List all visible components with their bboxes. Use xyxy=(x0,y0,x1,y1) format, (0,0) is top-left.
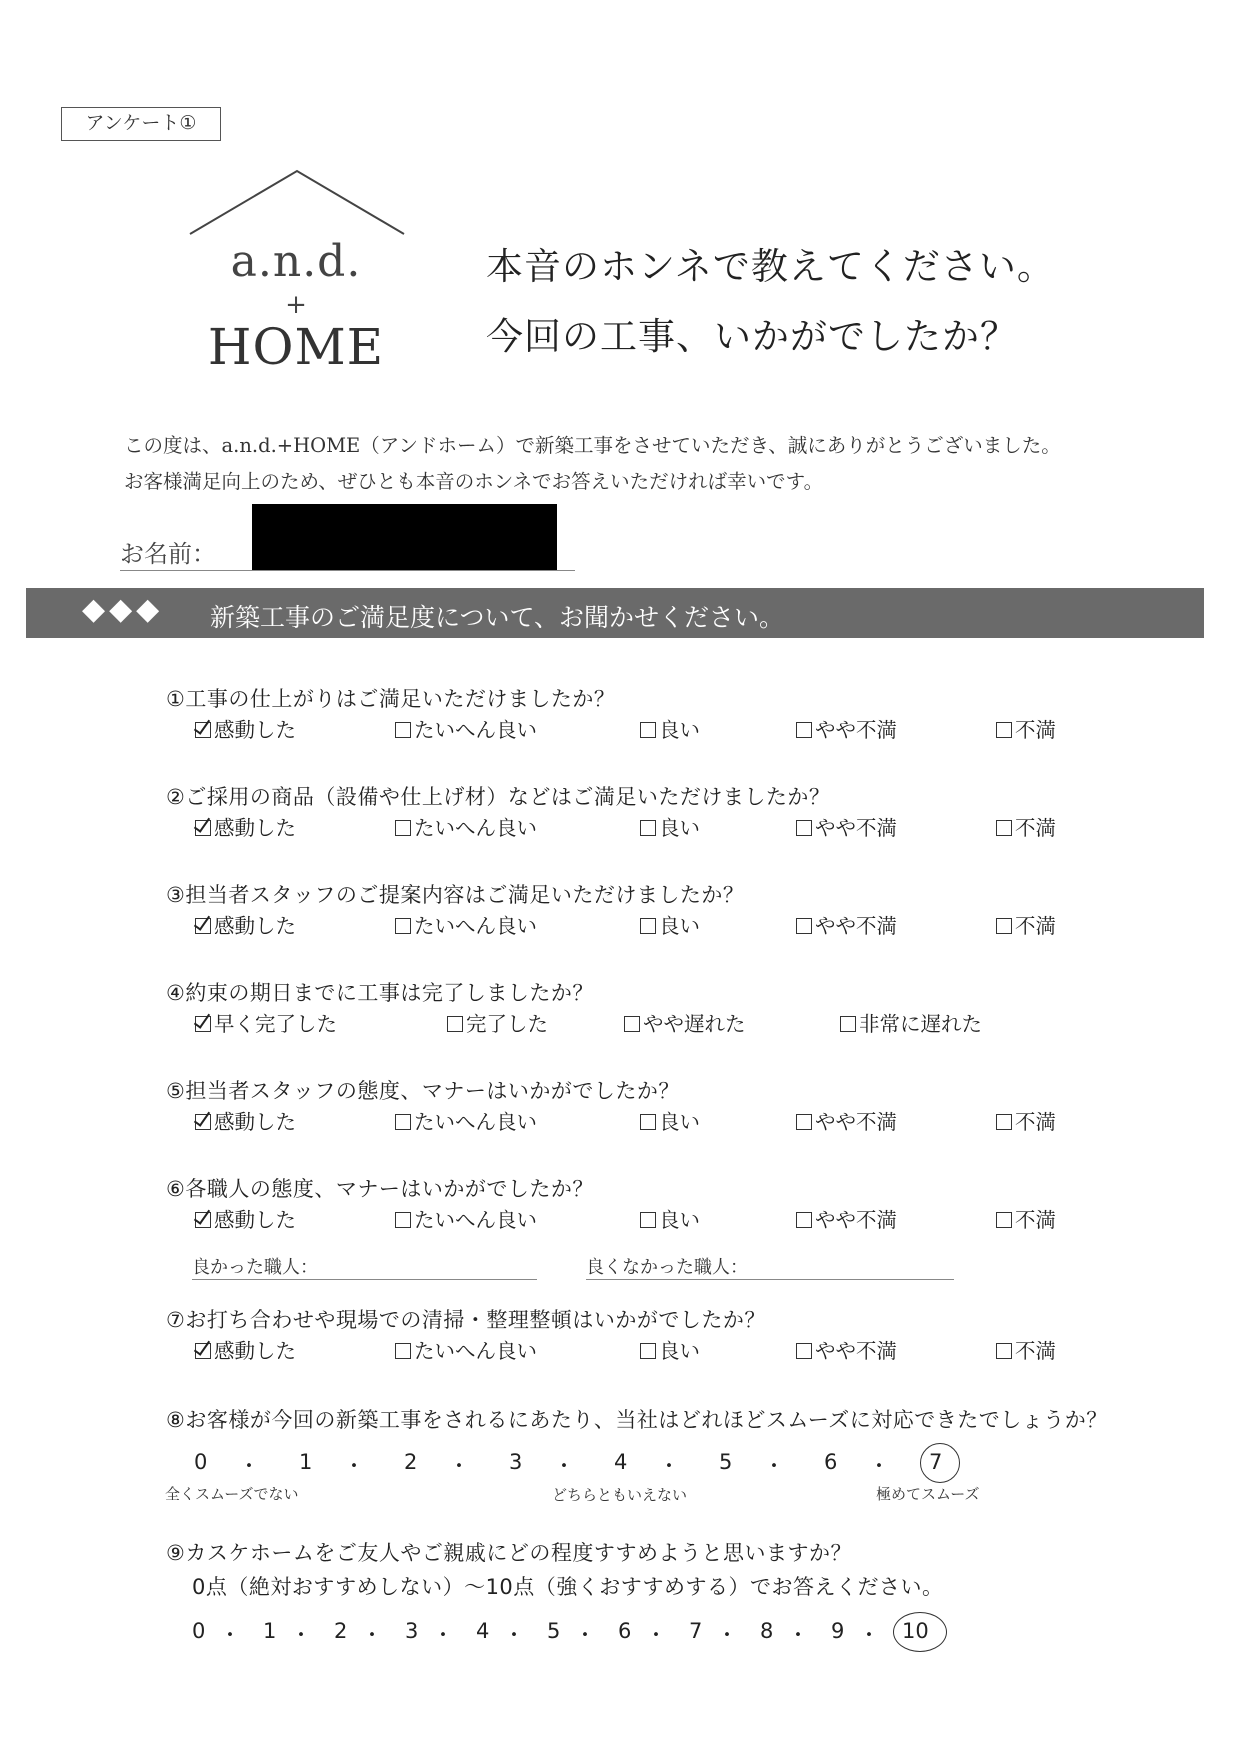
q8-scale-value[interactable]: 6 xyxy=(824,1450,838,1474)
scale-separator: ・ xyxy=(645,1623,667,1647)
checkbox-icon[interactable] xyxy=(395,918,411,934)
checkbox-icon[interactable] xyxy=(195,722,211,738)
q6-option[interactable] xyxy=(395,1203,537,1233)
q4-option[interactable] xyxy=(447,1007,548,1037)
option-label: 非常に遅れた xyxy=(859,1012,982,1036)
checkbox-icon[interactable] xyxy=(796,1212,812,1228)
q5-option[interactable] xyxy=(195,1105,296,1135)
q8-scale-value[interactable]: 5 xyxy=(719,1450,733,1474)
question-8: ⑧お客様が今回の新築工事をされるにあたり、当社はどれほどスムーズに対応できたでしょうか？ xyxy=(166,1408,1108,1432)
option-label: 不満 xyxy=(1015,1110,1056,1134)
scale-separator: ・ xyxy=(553,1454,575,1478)
checkbox-icon[interactable] xyxy=(640,1114,656,1130)
q2-option[interactable] xyxy=(395,811,537,841)
checkbox-icon[interactable] xyxy=(640,918,656,934)
logo-text-plus: + xyxy=(285,290,307,320)
q1-option[interactable] xyxy=(996,713,1056,743)
q5-option[interactable] xyxy=(640,1105,700,1135)
q1-option[interactable] xyxy=(640,713,700,743)
q7-option[interactable] xyxy=(640,1334,700,1364)
checkbox-icon[interactable] xyxy=(996,918,1012,934)
checkbox-icon[interactable] xyxy=(796,918,812,934)
q8-scale-value[interactable]: 0 xyxy=(194,1450,208,1474)
q9-scale-value[interactable]: 3 xyxy=(405,1619,419,1643)
q8-scale-value[interactable]: 1 xyxy=(299,1450,313,1474)
checkbox-icon[interactable] xyxy=(640,722,656,738)
scale-separator: ・ xyxy=(716,1623,738,1647)
q8-scale-value[interactable]: 3 xyxy=(509,1450,523,1474)
checkbox-icon[interactable] xyxy=(640,820,656,836)
scale-separator: ・ xyxy=(787,1623,809,1647)
option-label: やや遅れた xyxy=(643,1012,746,1036)
good-craftsman-line xyxy=(192,1279,537,1280)
name-redaction xyxy=(252,504,557,570)
checkbox-icon[interactable] xyxy=(640,1343,656,1359)
q5-option[interactable] xyxy=(796,1105,897,1135)
q2-option[interactable] xyxy=(996,811,1056,841)
option-label: 早く完了した xyxy=(214,1012,337,1036)
q8-scale-value[interactable]: 7 xyxy=(929,1450,943,1474)
checkbox-icon[interactable] xyxy=(395,1114,411,1130)
q7-option[interactable] xyxy=(195,1334,296,1364)
q8-scale-value[interactable]: 4 xyxy=(614,1450,628,1474)
checkbox-icon[interactable] xyxy=(195,918,211,934)
option-label: 良い xyxy=(659,718,700,742)
q6-option[interactable] xyxy=(640,1203,700,1233)
q9-scale-value[interactable]: 7 xyxy=(689,1619,703,1643)
checkbox-icon[interactable] xyxy=(447,1016,463,1032)
checkbox-icon[interactable] xyxy=(640,1212,656,1228)
option-label: 良い xyxy=(659,1110,700,1134)
name-underline xyxy=(120,570,575,571)
q5-option[interactable] xyxy=(395,1105,537,1135)
q9-scale-value[interactable]: 9 xyxy=(831,1619,845,1643)
q1-option[interactable] xyxy=(195,713,296,743)
checkbox-icon[interactable] xyxy=(996,1212,1012,1228)
house-roof-icon xyxy=(188,168,406,236)
survey-tag: アンケート① xyxy=(61,107,221,141)
option-label: 不満 xyxy=(1015,1339,1056,1363)
intro-line-2: お客様満足向上のため、ぜひとも本音のホンネでお答えいただければ幸いです。 xyxy=(124,470,824,493)
scale-separator: ・ xyxy=(503,1623,525,1647)
q9-scale-value[interactable]: 10 xyxy=(902,1619,929,1643)
checkbox-icon[interactable] xyxy=(395,1212,411,1228)
selected-circle-icon xyxy=(920,1443,960,1483)
option-label: 良い xyxy=(659,816,700,840)
q8-scale-value[interactable]: 2 xyxy=(404,1450,418,1474)
q8-low-label: 全くスムーズでない xyxy=(165,1485,299,1503)
option-label: 良い xyxy=(659,1339,700,1363)
checkbox-icon[interactable] xyxy=(996,722,1012,738)
checkbox-icon[interactable] xyxy=(195,1114,211,1130)
scale-separator: ・ xyxy=(290,1623,312,1647)
checkbox-icon[interactable] xyxy=(195,820,211,836)
q6-option[interactable] xyxy=(996,1203,1056,1233)
option-label: やや不満 xyxy=(815,914,897,938)
good-craftsman-label: 良かった職人： xyxy=(192,1257,318,1278)
option-label: たいへん良い xyxy=(414,1208,537,1232)
option-label: やや不満 xyxy=(815,1339,897,1363)
scale-separator: ・ xyxy=(448,1454,470,1478)
scale-separator: ・ xyxy=(219,1623,241,1647)
option-label: 感動した xyxy=(214,1339,296,1363)
scale-separator: ・ xyxy=(343,1454,365,1478)
q6-option[interactable] xyxy=(195,1203,296,1233)
checkbox-icon[interactable] xyxy=(996,820,1012,836)
logo-text-home: HOME xyxy=(207,318,385,376)
question-3: ③担当者スタッフのご提案内容はご満足いただけましたか？ xyxy=(166,883,745,907)
option-label: たいへん良い xyxy=(414,1339,537,1363)
q9-scale-value[interactable]: 8 xyxy=(760,1619,774,1643)
q9-scale-value[interactable]: 2 xyxy=(334,1619,348,1643)
checkbox-icon[interactable] xyxy=(996,1343,1012,1359)
option-label: 感動した xyxy=(214,1110,296,1134)
q3-option[interactable] xyxy=(640,909,700,939)
bad-craftsman-line xyxy=(586,1279,954,1280)
selected-circle-icon xyxy=(893,1612,947,1652)
q4-option[interactable] xyxy=(840,1007,982,1037)
q2-option[interactable] xyxy=(640,811,700,841)
q1-option[interactable] xyxy=(796,713,897,743)
option-label: 感動した xyxy=(214,718,296,742)
checkbox-icon[interactable] xyxy=(840,1016,856,1032)
option-label: 感動した xyxy=(214,914,296,938)
checkbox-icon[interactable] xyxy=(195,1343,211,1359)
scale-separator: ・ xyxy=(763,1454,785,1478)
q2-option[interactable] xyxy=(195,811,296,841)
q9-scale-value[interactable]: 0 xyxy=(192,1619,206,1643)
q3-option[interactable] xyxy=(796,909,897,939)
q8-mid-label: どちらともいえない xyxy=(552,1486,688,1504)
q7-option[interactable] xyxy=(996,1334,1056,1364)
option-label: たいへん良い xyxy=(414,914,537,938)
checkbox-icon[interactable] xyxy=(796,1343,812,1359)
question-4: ④約束の期日までに工事は完了しましたか？ xyxy=(166,981,594,1005)
q6-option[interactable] xyxy=(796,1203,897,1233)
checkbox-icon[interactable] xyxy=(395,820,411,836)
q1-option[interactable] xyxy=(395,713,537,743)
q9-scale-value[interactable]: 1 xyxy=(263,1619,277,1643)
option-label: 感動した xyxy=(214,1208,296,1232)
option-label: やや不満 xyxy=(815,718,897,742)
question-9: ⑨カスケホームをご友人やご親戚にどの程度すすめようと思いますか？ xyxy=(166,1541,853,1565)
checkbox-icon[interactable] xyxy=(395,722,411,738)
option-label: 不満 xyxy=(1015,1208,1056,1232)
scale-separator: ・ xyxy=(858,1623,880,1647)
checkbox-icon[interactable] xyxy=(624,1016,640,1032)
option-label: たいへん良い xyxy=(414,816,537,840)
q5-option[interactable] xyxy=(996,1105,1056,1135)
scale-separator: ・ xyxy=(574,1623,596,1647)
option-label: 良い xyxy=(659,914,700,938)
option-label: たいへん良い xyxy=(414,718,537,742)
checkbox-icon[interactable] xyxy=(195,1212,211,1228)
question-6: ⑥各職人の態度、マナーはいかがでしたか？ xyxy=(166,1177,594,1201)
bad-craftsman-label: 良くなかった職人： xyxy=(586,1257,748,1278)
scale-separator: ・ xyxy=(658,1454,680,1478)
question-5: ⑤担当者スタッフの態度、マナーはいかがでしたか？ xyxy=(166,1079,680,1103)
option-label: 不満 xyxy=(1015,914,1056,938)
q7-option[interactable] xyxy=(796,1334,897,1364)
q3-option[interactable] xyxy=(195,909,296,939)
intro-line-1: この度は、a.n.d.+HOME（アンドホーム）で新築工事をさせていただき、誠にありがとうございました。 xyxy=(124,434,1061,457)
headline-line-1: 本音のホンネで教えてください。 xyxy=(486,245,1055,288)
option-label: 不満 xyxy=(1015,718,1056,742)
logo-text-and: a.n.d. xyxy=(230,236,362,287)
checkbox-icon[interactable] xyxy=(195,1016,211,1032)
option-label: 感動した xyxy=(214,816,296,840)
scale-separator: ・ xyxy=(868,1454,890,1478)
section-diamonds: ◆◆◆ xyxy=(82,592,164,627)
section-title: 新築工事のご満足度について、お聞かせください。 xyxy=(210,603,785,632)
question-9-line-2: 0点（絶対おすすめしない）～10点（強くおすすめする）でお答えください。 xyxy=(192,1575,944,1599)
q3-option[interactable] xyxy=(395,909,537,939)
option-label: 完了した xyxy=(466,1012,548,1036)
checkbox-icon[interactable] xyxy=(395,1343,411,1359)
q8-high-label: 極めてスムーズ xyxy=(876,1485,980,1503)
option-label: やや不満 xyxy=(815,1208,897,1232)
name-label: お名前： xyxy=(120,540,216,568)
option-label: 良い xyxy=(659,1208,700,1232)
option-label: やや不満 xyxy=(815,1110,897,1134)
scale-separator: ・ xyxy=(361,1623,383,1647)
question-2: ②ご採用の商品（設備や仕上げ材）などはご満足いただけましたか？ xyxy=(166,785,831,809)
checkbox-icon[interactable] xyxy=(796,820,812,836)
headline-line-2: 今回の工事、いかがでしたか？ xyxy=(486,315,1018,358)
q4-option[interactable] xyxy=(624,1007,746,1037)
option-label: 不満 xyxy=(1015,816,1056,840)
checkbox-icon[interactable] xyxy=(996,1114,1012,1130)
q9-scale-value[interactable]: 5 xyxy=(547,1619,561,1643)
option-label: やや不満 xyxy=(815,816,897,840)
option-label: たいへん良い xyxy=(414,1110,537,1134)
q9-scale-value[interactable]: 6 xyxy=(618,1619,632,1643)
q3-option[interactable] xyxy=(996,909,1056,939)
question-7: ⑦お打ち合わせや現場での清掃・整理整頓はいかがでしたか？ xyxy=(166,1308,766,1332)
scale-separator: ・ xyxy=(432,1623,454,1647)
q4-option[interactable] xyxy=(195,1007,337,1037)
q2-option[interactable] xyxy=(796,811,897,841)
q9-scale-value[interactable]: 4 xyxy=(476,1619,490,1643)
scale-separator: ・ xyxy=(238,1454,260,1478)
question-1: ①工事の仕上がりはご満足いただけましたか？ xyxy=(166,687,616,711)
checkbox-icon[interactable] xyxy=(796,722,812,738)
checkbox-icon[interactable] xyxy=(796,1114,812,1130)
q7-option[interactable] xyxy=(395,1334,537,1364)
